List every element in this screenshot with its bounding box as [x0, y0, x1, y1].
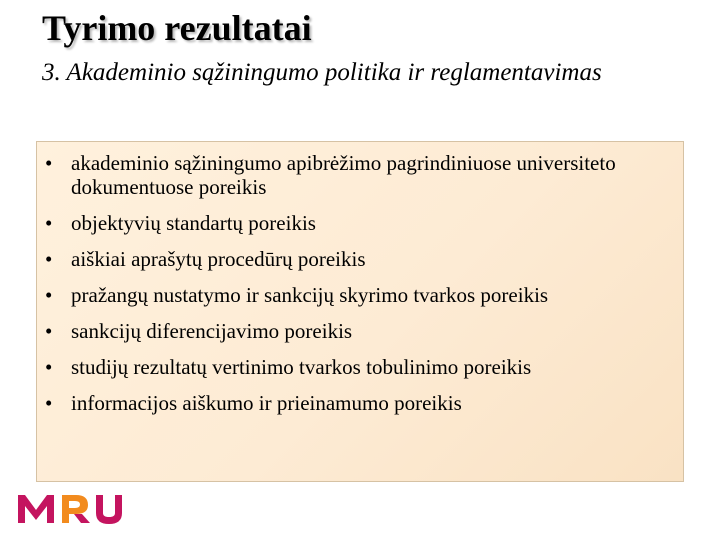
bullet-text: studijų rezultatų vertinimo tvarkos tobulinimo poreikis — [71, 355, 532, 379]
logo-letter-u — [96, 495, 122, 524]
content-box — [36, 141, 684, 482]
bullet-dot: • — [45, 283, 53, 307]
bullet-dot: • — [45, 151, 53, 175]
bullet-text: pražangų nustatymo ir sankcijų skyrimo tvarkos poreikis — [71, 283, 549, 307]
bullet-text: sankcijų diferencijavimo poreikis — [71, 319, 353, 343]
bullet-item — [45, 355, 673, 379]
logo-letter-m — [18, 495, 54, 523]
bullet-list — [37, 142, 683, 415]
bullet-item — [45, 211, 673, 235]
bullet-text: objektyvių standartų poreikis — [71, 211, 316, 235]
bullet-text: akademinio sąžiningumo apibrėžimo pagrindiniuose universiteto dokumentuose poreikis — [71, 151, 616, 199]
bullet-item — [45, 247, 673, 271]
bullet-text: informacijos aiškumo ir prieinamumo poreikis — [71, 391, 462, 415]
bullet-dot: • — [45, 355, 53, 379]
mru-logo-svg — [18, 491, 128, 525]
bullet-item — [45, 391, 673, 415]
slide-subtitle: 3. Akademinio sąžiningumo politika ir reglamentavimas — [42, 59, 602, 86]
bullet-item — [45, 319, 673, 343]
bullet-dot: • — [45, 211, 53, 235]
logo-letter-r-leg — [74, 514, 90, 523]
bullet-item — [45, 283, 673, 307]
bullet-dot: • — [45, 247, 53, 271]
bullet-item — [45, 151, 673, 199]
bullet-dot: • — [45, 391, 53, 415]
slide-title: Tyrimo rezultatai — [42, 8, 312, 48]
bullet-text: aiškiai aprašytų procedūrų poreikis — [71, 247, 366, 271]
mru-logo-icon — [18, 491, 128, 530]
bullet-dot: • — [45, 319, 53, 343]
